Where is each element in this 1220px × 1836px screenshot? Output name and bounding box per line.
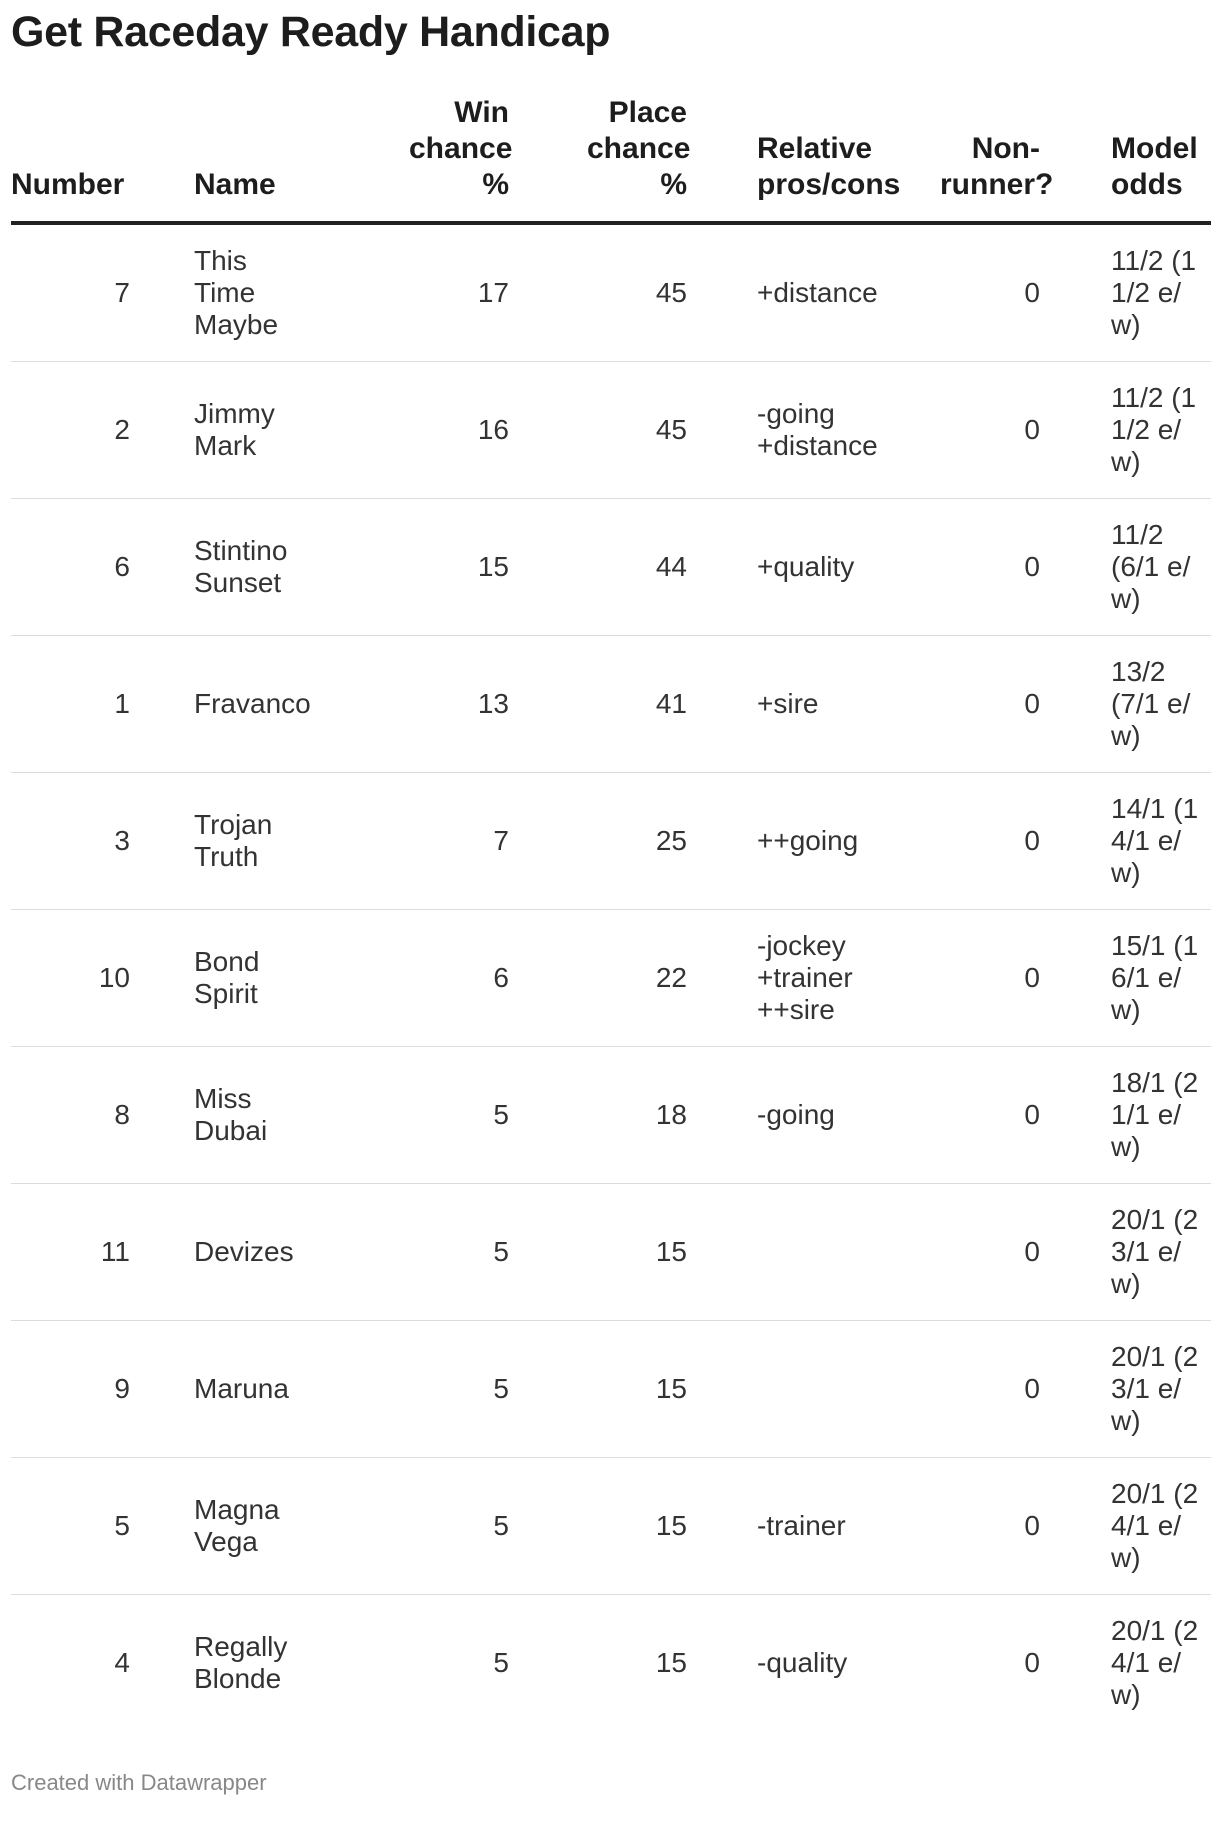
relative-item: +distance <box>757 430 878 461</box>
cell-relative <box>694 1458 885 1595</box>
cell-place-chance: 45 <box>516 362 694 499</box>
cell-win-chance: 7 <box>345 773 516 910</box>
cell-model-odds <box>1047 1595 1211 1732</box>
cell-nonrunner: 0 <box>885 910 1047 1047</box>
table-row <box>11 1595 1211 1732</box>
header-relative[interactable] <box>694 95 901 223</box>
odds-value: 18/1 (21/1 e/w) <box>1111 1067 1199 1162</box>
relative-item: ++going <box>757 825 859 856</box>
header-row <box>11 95 1211 223</box>
header-odds-label: Model odds <box>1111 132 1198 201</box>
cell-place-chance: 15 <box>516 1458 694 1595</box>
header-nonrunner[interactable] <box>885 95 1054 223</box>
cell-model-odds <box>1047 499 1211 636</box>
cell-relative <box>694 1321 885 1458</box>
cell-place-chance: 22 <box>516 910 694 1047</box>
cell-relative <box>694 223 885 362</box>
cell-win-chance: 5 <box>493 1647 509 1678</box>
odds-value: 20/1 (23/1 e/w) <box>1111 1341 1199 1436</box>
table-row <box>11 362 1211 499</box>
cell-nonrunner: 0 <box>885 636 1047 773</box>
relative-item: -quality <box>757 1647 848 1678</box>
cell-win-chance: 5 <box>345 1184 516 1321</box>
table-row <box>11 1047 1211 1184</box>
cell-relative <box>694 1595 885 1732</box>
cell-nonrunner: 0 <box>885 499 1047 636</box>
cell-win-chance: 16 <box>345 362 516 499</box>
cell-win-chance: 5 <box>345 1047 516 1184</box>
cell-nonrunner: 0 <box>885 1458 1047 1595</box>
header-name-label: Name <box>194 168 276 201</box>
table-row <box>11 773 1211 910</box>
odds-value: 11/2 (11/2 e/w) <box>1111 245 1197 340</box>
table-row <box>11 636 1211 773</box>
cell-number: 5 <box>11 1458 187 1595</box>
horse-name: Maruna <box>194 1373 289 1404</box>
relative-item: -jockey <box>757 930 846 961</box>
odds-value: 14/1 (14/1 e/w) <box>1111 793 1199 888</box>
table-row <box>11 1184 1211 1321</box>
cell-name <box>187 1321 345 1458</box>
header-place-label: Place chance % <box>587 96 691 201</box>
relative-item: -going <box>757 398 835 429</box>
footer-credit[interactable]: Created with Datawrapper <box>11 1770 267 1795</box>
cell-model-odds <box>1047 636 1211 773</box>
cell-number: 1 <box>11 636 187 773</box>
table-row <box>11 1321 1211 1458</box>
cell-model-odds <box>1047 773 1211 910</box>
horse-name: Magna Vega <box>194 1494 280 1557</box>
horse-name: This Time Maybe <box>194 245 279 340</box>
relative-item: +quality <box>757 551 855 582</box>
cell-nonrunner: 0 <box>885 773 1047 910</box>
horse-name: Stintino Sunset <box>194 535 288 598</box>
cell-relative <box>694 362 885 499</box>
cell-name <box>187 636 345 773</box>
cell-win-chance: 17 <box>345 223 516 362</box>
cell-nonrunner: 0 <box>885 1047 1047 1184</box>
cell-model-odds <box>1047 910 1211 1047</box>
cell-place-chance: 45 <box>516 223 694 362</box>
odds-value: 13/2 (7/1 e/w) <box>1111 656 1191 751</box>
cell-number: 8 <box>11 1047 187 1184</box>
relative-item: +sire <box>757 688 819 719</box>
cell-place-chance: 44 <box>516 499 694 636</box>
cell-name <box>187 1458 345 1595</box>
cell-name <box>187 910 345 1047</box>
cell-name <box>187 1047 345 1184</box>
cell-nonrunner: 0 <box>885 1184 1047 1321</box>
header-nonrunner-label: Non-runner? <box>940 132 1054 201</box>
relative-item: +distance <box>757 277 878 308</box>
odds-value: 11/2 (11/2 e/w) <box>1111 382 1197 477</box>
cell-name <box>187 773 345 910</box>
odds-value: 20/1 (24/1 e/w) <box>1111 1615 1199 1710</box>
cell-place-chance: 15 <box>516 1184 694 1321</box>
header-model-odds[interactable] <box>1047 95 1211 223</box>
odds-value: 11/2 (6/1 e/w) <box>1111 519 1191 614</box>
cell-place-chance: 18 <box>516 1047 694 1184</box>
table-row <box>11 223 1211 362</box>
cell-model-odds <box>1047 1458 1211 1595</box>
cell-model-odds <box>1047 362 1211 499</box>
cell-relative <box>694 910 885 1047</box>
cell-place-chance: 15 <box>655 1647 687 1678</box>
cell-name <box>187 223 345 362</box>
cell-number: 6 <box>11 499 187 636</box>
table-row <box>11 910 1211 1047</box>
cell-model-odds <box>1047 1047 1211 1184</box>
cell-number: 4 <box>114 1647 130 1678</box>
horse-name: Regally Blonde <box>194 1631 288 1694</box>
cell-model-odds <box>1047 1184 1211 1321</box>
cell-win-chance: 5 <box>345 1321 516 1458</box>
cell-place-chance: 15 <box>516 1321 694 1458</box>
cell-place-chance: 41 <box>516 636 694 773</box>
horse-name: Fravanco <box>194 688 311 719</box>
table-body <box>11 223 1211 1731</box>
cell-nonrunner: 0 <box>1024 1647 1040 1678</box>
cell-relative <box>694 773 885 910</box>
cell-number: 7 <box>11 223 187 362</box>
header-win-chance[interactable] <box>345 95 516 223</box>
relative-item: -going <box>757 1099 835 1130</box>
cell-name <box>187 362 345 499</box>
results-table-container <box>11 95 1211 1731</box>
horse-name: Devizes <box>194 1236 294 1267</box>
odds-value: 20/1 (23/1 e/w) <box>1111 1204 1199 1299</box>
horse-name: Trojan Truth <box>194 809 273 872</box>
cell-model-odds <box>1047 223 1211 362</box>
cell-model-odds <box>1047 1321 1211 1458</box>
cell-place-chance: 25 <box>516 773 694 910</box>
relative-item: ++sire <box>757 994 835 1025</box>
cell-relative <box>694 1047 885 1184</box>
cell-number: 2 <box>11 362 187 499</box>
header-number[interactable] <box>11 95 187 223</box>
cell-number: 11 <box>11 1184 187 1321</box>
horse-name: Bond Spirit <box>194 946 260 1009</box>
cell-name <box>187 1184 345 1321</box>
cell-relative <box>694 636 885 773</box>
header-number-label: Number <box>11 168 125 201</box>
relative-item: -trainer <box>757 1510 846 1541</box>
cell-name <box>187 1595 345 1732</box>
header-name[interactable] <box>187 95 345 223</box>
header-win-label: Win chance % <box>409 96 513 201</box>
cell-nonrunner: 0 <box>885 1321 1047 1458</box>
cell-number: 3 <box>11 773 187 910</box>
cell-win-chance: 5 <box>345 1458 516 1595</box>
cell-nonrunner: 0 <box>885 223 1047 362</box>
cell-win-chance: 15 <box>345 499 516 636</box>
horse-name: Jimmy Mark <box>194 398 275 461</box>
results-table <box>11 95 1211 1731</box>
cell-name <box>187 499 345 636</box>
cell-nonrunner: 0 <box>885 362 1047 499</box>
table-row <box>11 499 1211 636</box>
cell-number: 9 <box>11 1321 187 1458</box>
cell-number: 10 <box>11 910 187 1047</box>
table-header <box>11 95 1211 223</box>
header-relative-label: Relative pros/cons <box>757 132 901 201</box>
cell-relative <box>694 1184 885 1321</box>
page-title: Get Raceday Ready Handicap <box>11 8 611 56</box>
header-place-chance[interactable] <box>516 95 694 223</box>
cell-win-chance: 6 <box>345 910 516 1047</box>
cell-relative <box>694 499 885 636</box>
odds-value: 15/1 (16/1 e/w) <box>1111 930 1199 1025</box>
horse-name: Miss Dubai <box>194 1083 268 1146</box>
table-row <box>11 1458 1211 1595</box>
relative-item: +trainer <box>757 962 853 993</box>
odds-value: 20/1 (24/1 e/w) <box>1111 1478 1199 1573</box>
cell-win-chance: 13 <box>345 636 516 773</box>
